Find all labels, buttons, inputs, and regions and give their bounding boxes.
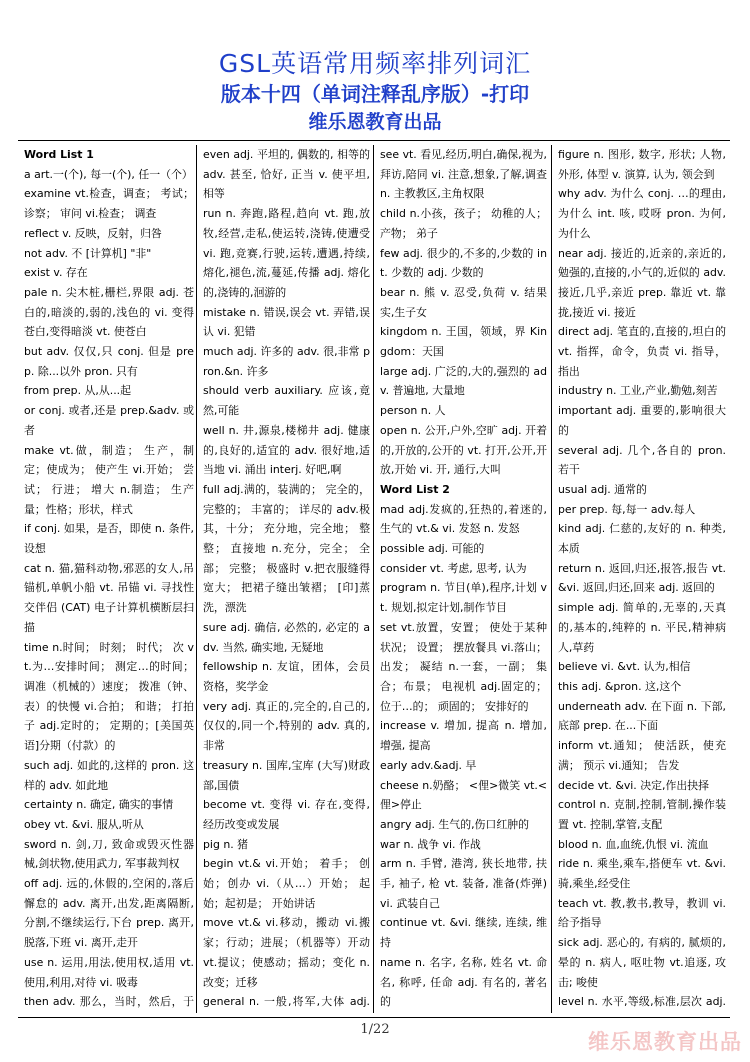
vocab-entry: treasury n. 国库,宝库 (大写)财政部,国债 <box>203 758 370 792</box>
vocab-entry: if conj. 如果，是否，即使 n. 条件,设想 <box>24 522 194 556</box>
vocab-entry: run n. 奔跑,路程,趋向 vt. 跑,放牧,经营,走私,使运转,浇铸,使遭受 vi. 跑,竞赛,行驶,运转,遭遇,持续,熔化,褪色,流,蔓延,传播 adj. 熔化的,浇铸的,洄游的 <box>203 207 370 299</box>
vocab-entry: per prep. 每,每一 adv.每人 <box>558 502 696 516</box>
vocab-entry: certainty n. 确定, 确实的事情 <box>24 798 174 812</box>
vocab-entry: see vt. 看见,经历,明白,确保,视为,拜访,陪同 vi. 注意,想象,了解,调查 n. 主教教区,主角权限 <box>380 148 547 201</box>
word-column-1 <box>18 145 198 1013</box>
vocab-entry: angry adj. 生气的,伤口红肿的 <box>380 817 529 831</box>
vocab-entry: important adj. 重要的,影响很大的 <box>558 404 726 437</box>
vocab-entry: should verb auxiliary. 应该,竟然,可能 <box>203 384 370 418</box>
vocab-entry: large adj. 广泛的,大的,强烈的 adv. 普遍地, 大量地 <box>380 364 547 398</box>
vocab-entry: sure adj. 确信, 必然的, 必定的 adv. 当然, 确实地, 无疑地 <box>203 620 370 654</box>
vocab-entry: mad adj.发疯的,狂热的,着迷的,生气的 vt.& vi. 发怒 n. 发怒 <box>380 502 547 536</box>
vocab-entry <box>380 1012 547 1013</box>
vocab-entry: bear n. 熊 v. 忍受,负荷 v. 结果实,生子女 <box>380 285 547 319</box>
vocab-entry: cat n. 猫,猫科动物,邪恶的女人,吊锚机,单帆小船 vt. 吊锚 vi. 寻找性交伴侣 (CAT) 电子计算机横断层扫描 <box>24 561 194 634</box>
word-table <box>18 140 730 1018</box>
vocab-entry: program n. 节目(单),程序,计划 vt. 规划,拟定计划,制作节目 <box>380 581 547 615</box>
word-column-4 <box>551 145 730 1013</box>
vocab-entry: industry n. 工业,产业,勤勉,刻苦 <box>558 384 718 398</box>
vocab-entry: make vt.做，制造； 生产，制定；使成为； 使产生 vi.开始； 尝试； 行进； 增大 n.制造； 生产量；性格；形状，样式 <box>24 443 194 516</box>
vocab-entry: then adv. 那么，当时，然后，于 <box>24 995 194 1009</box>
vocab-entry: begin vt.& vi.开始； 着手； 创始；创办 vi.（从…）开始； 起始；起初是； 开始讲话 <box>203 857 370 910</box>
vocab-entry: direct adj. 笔直的,直接的,坦白的 vt. 指挥，命令，负责 vi. 指导，指出 <box>558 325 726 378</box>
vocab-entry: cheese n.奶酪； <俚>微笑 vt.<俚>停止 <box>380 778 547 812</box>
vocab-entry: not adv. 不 [计算机] "非" <box>24 246 152 260</box>
vocab-entry: simple adj. 简单的,无辜的,天真的,基本的,纯粹的 n. 平民,精神病人,草药 <box>558 601 726 654</box>
vocab-entry: from prep. 从,从...起 <box>24 384 132 398</box>
vocab-entry: possible adj. 可能的 <box>380 542 485 556</box>
word-list-heading: Word List 2 <box>380 482 450 496</box>
vocab-entry: level n. 水平,等级,标准,层次 adj. <box>558 995 726 1009</box>
vocab-entry: teach vt. 教,教书,教导，教训 vi. 给予指导 <box>558 896 726 930</box>
vocab-entry: this adj. &pron. 这,这个 <box>558 679 682 693</box>
vocab-entry: mistake n. 错误,误会 vt. 弄错,误认 vi. 犯错 <box>203 305 370 339</box>
vocab-entry: reflect v. 反映，反射，归咎 <box>24 226 162 240</box>
vocab-entry: arm n. 手臂, 港湾, 狭长地带, 扶手, 袖子, 枪 vt. 装备, 准备(炸弹) vi. 武装自己 <box>380 857 547 910</box>
vocab-entry: near adj. 接近的,近亲的,亲近的,勉强的,直接的,小气的,近似的 adv. 接近,几乎,亲近 prep. 靠近 vt. 靠拢,接近 vi. 接近 <box>558 246 726 319</box>
publisher-line: 维乐恩教育出品 <box>308 111 442 133</box>
vocab-entry: set vt.放置，安置； 使处于某种状况； 设置； 摆放餐具 vi.落山；出发； 凝结 n.一套，一副； 集合；布景； 电视机 adj.固定的； 位于…的； 顽固的； 安排好的 <box>380 620 547 713</box>
vocab-entry: move vt.& vi.移动，搬动 vi.搬家；行动；进展；（机器等）开动 vt.提议；使感动；摇动；变化 n.改变；迁移 <box>203 916 370 989</box>
vocab-entry: consider vt. 考虑, 思考, 认为 <box>380 561 527 575</box>
publisher-watermark: 维乐恩教育出品 <box>588 1030 742 1054</box>
vocab-entry: figure n. 图形, 数字, 形状; 人物, 外形, 体型 v. 演算, 认为, 领会到 <box>558 148 726 181</box>
vocab-entry: child n.小孩，孩子； 幼稚的人；产物； 弟子 <box>380 207 547 240</box>
vocab-entry: inform vt.通知； 使活跃，使充满； 预示 vi.通知； 告发 <box>558 739 726 772</box>
page-number: 1/22 <box>360 1022 390 1037</box>
vocab-entry: sword n. 剑,刀, 致命或毁灭性器械,剑状物,使用武力, 军事裁判权 <box>24 837 194 871</box>
vocab-entry: time n.时间； 时刻； 时代； 次 vt.为…安排时间； 测定…的时间； 调准（机械的）速度； 拨准（钟、表）的快慢 vi.合拍； 和谐； 打拍子 adj.定时的； 定期的；[美国英语]分期（付款）的 <box>24 640 194 753</box>
vocab-entry: kind adj. 仁慈的,友好的 n. 种类,本质 <box>558 522 726 556</box>
vocab-entry: war n. 战争 vi. 作战 <box>380 837 481 851</box>
vocab-entry: return n. 返回,归还,报答,报告 vt. &vi. 返回,归还,回来 adj. 返回的 <box>558 561 726 595</box>
vocab-entry: blood n. 血,血统,仇恨 vi. 流血 <box>558 837 709 851</box>
vocab-entry: ride n. 乘坐,乘车,搭便车 vt. &vi. 骑,乘坐,经受住 <box>558 857 726 891</box>
vocab-entry: open n. 公开,户外,空旷 adj. 开着的,开放的,公开的 vt. 打开,公开,开放,开始 vi. 开, 通行,大叫 <box>380 423 547 477</box>
document-subtitle: 版本十四（单词注释乱序版）-打印 <box>220 82 530 106</box>
vocab-entry: well n. 井,源泉,楼梯井 adj. 健康的,良好的,适宜的 adv. 很好地,适当地 vi. 涌出 interj. 好吧,啊 <box>203 423 370 477</box>
vocab-entry: name n. 名字, 名称, 姓名 vt. 命名, 称呼, 任命 adj. 有名的, 著名的 <box>380 955 547 1009</box>
vocab-entry: or conj. 或者,还是 prep.&adv. 或者 <box>24 404 194 437</box>
vocab-entry: person n. 人 <box>380 404 446 418</box>
document-title: GSL英语常用频率排列词汇 <box>218 49 532 78</box>
vocab-entry: even adj. 平坦的, 偶数的, 相等的 adv. 甚至, 恰好, 正当 v. 使平坦,相等 <box>203 148 370 201</box>
vocab-entry: very adj. 真正的,完全的,自己的,仅仅的,同一个,特别的 adv. 真的,非常 <box>203 699 370 753</box>
vocab-entry: pale n. 尖木桩,栅栏,界限 adj. 苍白的,暗淡的,弱的,浅色的 vi. 变得苍白,变得暗淡 vt. 使苍白 <box>24 285 194 339</box>
vocab-entry: several adj. 几个,各自的 pron. 若干 <box>558 443 726 477</box>
vocab-entry: early adv.&adj. 早 <box>380 758 477 772</box>
vocab-entry: full adj.满的，装满的； 完全的，完整的； 丰富的； 详尽的 adv.极其，十分； 充分地，完全地； 整整； 直接地 n.充分，完全； 全部； 完整； 极盛时 v.把衣服缝得宽大； 把裙子缝出皱褶； [印]蒸洗，漂洗 <box>203 482 370 615</box>
vocab-entry: a art.一(个), 每一(个), 任一（个） <box>24 167 193 181</box>
vocab-entry: why adv. 为什么 conj. …的理由, 为什么 int. 咳, 哎呀 pron. 为何, 为什么 <box>558 187 726 240</box>
word-column-3 <box>373 145 551 1013</box>
vocab-entry: obey vt. &vi. 服从,听从 <box>24 817 144 831</box>
vocab-entry: continue vt. &vi. 继续, 连续, 维持 <box>380 916 547 950</box>
vocab-entry: fellowship n. 友谊，团体，会员资格，奖学金 <box>203 660 370 693</box>
vocab-entry: decide vt. &vi. 决定,作出抉择 <box>558 778 710 792</box>
vocab-entry: sick adj. 恶心的, 有病的, 腻烦的, 晕的 n. 病人, 呕吐物 vt.追逐, 攻击; 唆使 <box>558 936 726 989</box>
vocab-entry: increase v. 增加, 提高 n. 增加, 增强, 提高 <box>380 719 547 753</box>
vocab-entry: such adj. 如此的,这样的 pron. 这样的 adv. 如此地 <box>24 758 194 792</box>
vocab-entry: pig n. 猪 <box>203 837 249 851</box>
vocab-entry: underneath adv. 在下面 n. 下部,底部 prep. 在...下面 <box>558 699 726 733</box>
word-list-heading: Word List 1 <box>24 148 94 161</box>
vocab-entry: examine vt.检查，调查； 考试；诊察； 审问 vi.检查； 调查 <box>24 187 194 221</box>
vocab-entry: but adv. 仅仅,只 conj. 但是 prep. 除...以外 pron. 只有 <box>24 345 194 378</box>
vocab-entry: off adj. 远的,休假的,空闲的,落后懈怠的 adv. 离开,出发,距离隔断,分割,不继续运行,下台 prep. 离开,脱落,下班 vi. 离开,走开 <box>24 877 194 950</box>
vocab-entry: kingdom n. 王国，领域，界 Kingdom：天国 <box>380 325 547 359</box>
vocab-entry: become vt. 变得 vi. 存在,变得,经历改变或发展 <box>203 798 370 831</box>
vocab-entry: believe vi. &vt. 认为,相信 <box>558 660 691 674</box>
vocab-entry: usual adj. 通常的 <box>558 482 647 496</box>
vocab-entry: control n. 克制,控制,管制,操作装置 vt. 控制,掌管,支配 <box>558 798 726 831</box>
vocab-entry: few adj. 很少的,不多的,少数的 int. 少数的 adj. 少数的 <box>380 246 547 280</box>
vocab-entry: much adj. 许多的 adv. 很,非常 pron.&n. 许多 <box>203 345 370 378</box>
word-column-2 <box>196 145 374 1013</box>
vocab-entry: use n. 运用,用法,使用权,适用 vt. 使用,利用,对待 vi. 吸毒 <box>24 955 194 989</box>
vocab-entry: general n. 一般,将军,大体 adj. <box>203 995 370 1009</box>
vocab-entry: exist v. 存在 <box>24 266 88 280</box>
